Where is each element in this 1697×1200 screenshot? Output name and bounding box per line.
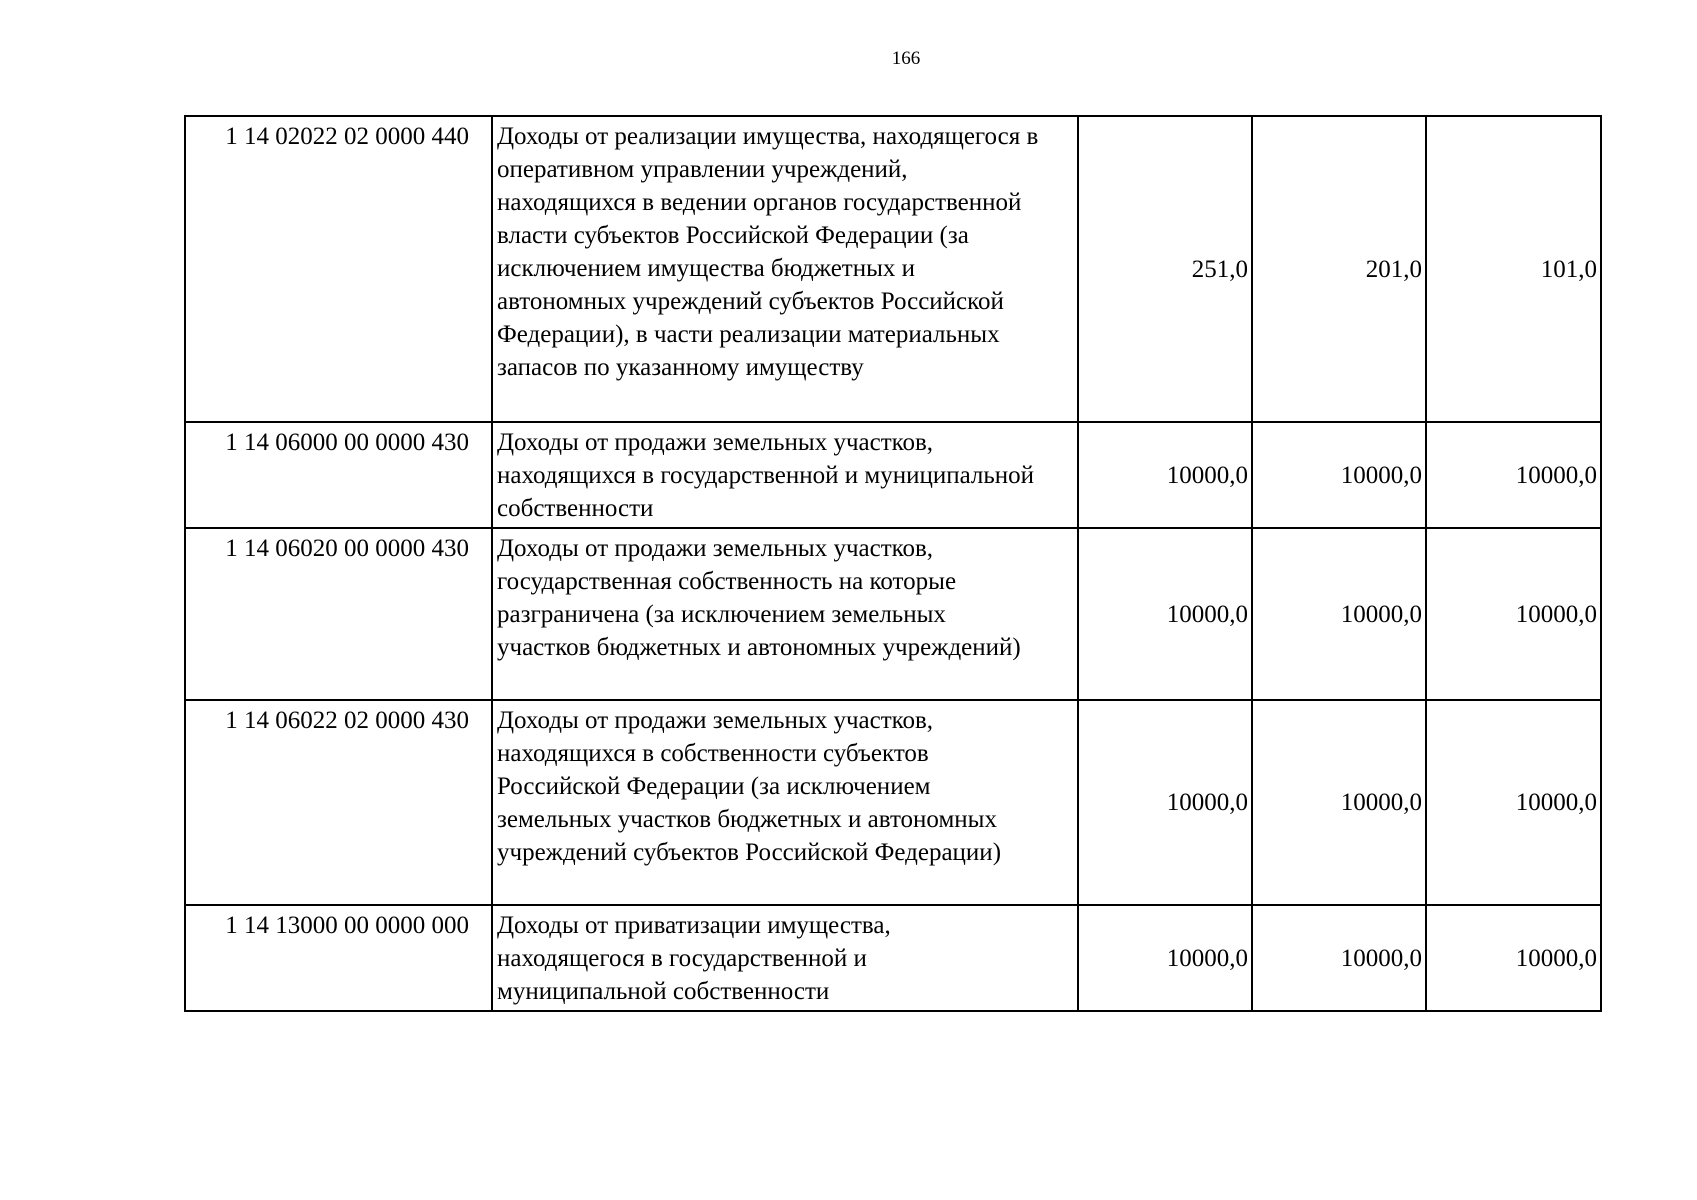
description-line: власти субъектов Российской Федерации (за xyxy=(497,222,969,249)
value-cell-2: 10000,0 xyxy=(1252,905,1426,1011)
revenue-table xyxy=(184,115,1602,1012)
description-line: муниципальной собственности xyxy=(497,978,830,1005)
description-line: Доходы от продажи земельных участков, xyxy=(497,535,934,562)
description-line: государственная собственность на которые xyxy=(497,568,957,595)
table-row xyxy=(185,116,1601,422)
description-line: земельных участков бюджетных и автономных xyxy=(497,806,997,833)
description-line: исключением имущества бюджетных и xyxy=(497,255,916,282)
table-row xyxy=(185,528,1601,700)
value-cell-2: 10000,0 xyxy=(1252,422,1426,528)
description-cell xyxy=(492,116,1078,422)
table-row xyxy=(185,422,1601,528)
page-number: 166 xyxy=(891,48,921,69)
description-line: автономных учреждений субъектов Российской xyxy=(497,288,1004,315)
description-line: участков бюджетных и автономных учреждений) xyxy=(497,634,1021,661)
budget-code-cell: 1 14 02022 02 0000 440 xyxy=(185,116,492,422)
description-line: Доходы от приватизации имущества, xyxy=(497,912,891,939)
value-cell-3: 10000,0 xyxy=(1426,905,1601,1011)
value-cell-3: 101,0 xyxy=(1426,116,1601,422)
description-cell xyxy=(492,905,1078,1011)
description-line: находящихся в собственности субъектов xyxy=(497,740,929,767)
description-line: Федерации), в части реализации материальных xyxy=(497,321,1000,348)
value-cell-1: 251,0 xyxy=(1078,116,1252,422)
description-line: находящегося в государственной и xyxy=(497,945,867,972)
budget-code-cell: 1 14 06022 02 0000 430 xyxy=(185,700,492,905)
description-line: Доходы от продажи земельных участков, xyxy=(497,429,934,456)
value-cell-2: 10000,0 xyxy=(1252,528,1426,700)
value-cell-3: 10000,0 xyxy=(1426,528,1601,700)
description-line: разграничена (за исключением земельных xyxy=(497,601,946,628)
description-line: Доходы от продажи земельных участков, xyxy=(497,707,934,734)
value-cell-3: 10000,0 xyxy=(1426,422,1601,528)
description-line: запасов по указанному имуществу xyxy=(497,354,864,381)
description-line: находящихся в ведении органов государственной xyxy=(497,189,1022,216)
value-cell-1: 10000,0 xyxy=(1078,700,1252,905)
value-cell-2: 10000,0 xyxy=(1252,700,1426,905)
budget-code-cell: 1 14 06020 00 0000 430 xyxy=(185,528,492,700)
table-row xyxy=(185,905,1601,1011)
table-row xyxy=(185,700,1601,905)
description-line: учреждений субъектов Российской Федерации) xyxy=(497,839,1002,866)
value-cell-1: 10000,0 xyxy=(1078,528,1252,700)
value-cell-2: 201,0 xyxy=(1252,116,1426,422)
description-line: Российской Федерации (за исключением xyxy=(497,773,931,800)
description-cell xyxy=(492,700,1078,905)
value-cell-1: 10000,0 xyxy=(1078,905,1252,1011)
value-cell-3: 10000,0 xyxy=(1426,700,1601,905)
description-cell xyxy=(492,528,1078,700)
description-cell xyxy=(492,422,1078,528)
description-line: Доходы от реализации имущества, находящегося в xyxy=(497,123,1039,150)
description-line: собственности xyxy=(497,495,654,522)
budget-code-cell: 1 14 06000 00 0000 430 xyxy=(185,422,492,528)
value-cell-1: 10000,0 xyxy=(1078,422,1252,528)
description-line: оперативном управлении учреждений, xyxy=(497,156,908,183)
description-line: находящихся в государственной и муниципальной xyxy=(497,462,1035,489)
budget-code-cell: 1 14 13000 00 0000 000 xyxy=(185,905,492,1011)
